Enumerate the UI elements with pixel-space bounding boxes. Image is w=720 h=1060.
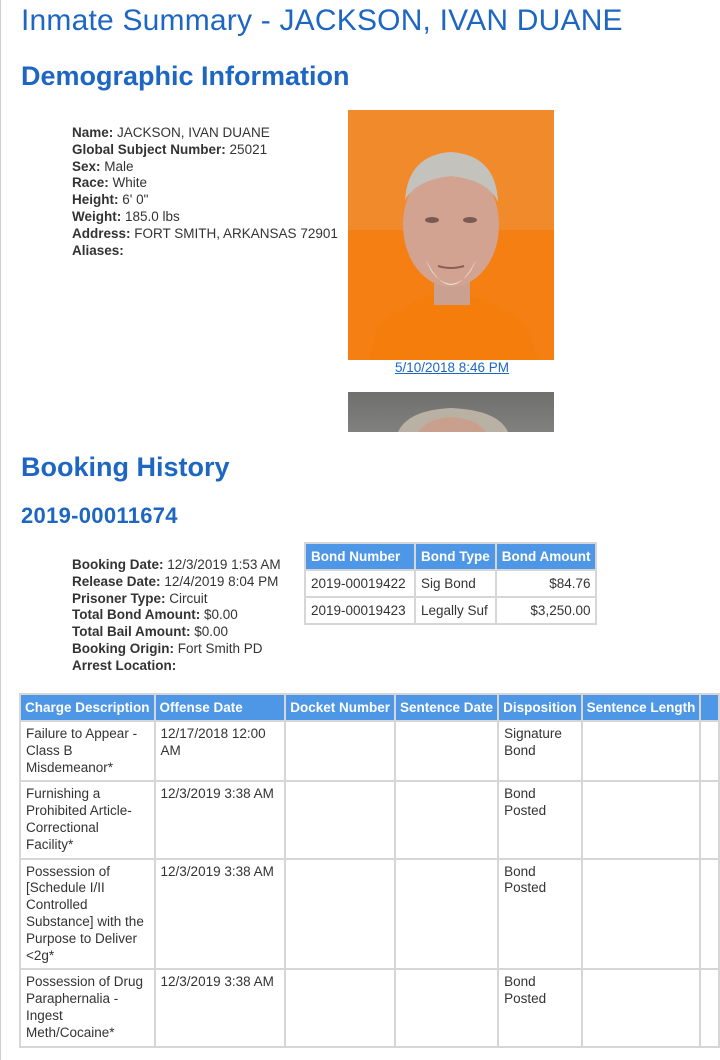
disposition-cell: Bond Posted [499, 970, 581, 1045]
bond-type-cell: Legally Suf [416, 598, 495, 623]
table-row [21, 722, 718, 780]
table-row [21, 860, 718, 969]
bond-type-cell: Sig Bond [416, 571, 495, 596]
demographics-info [72, 125, 338, 259]
docket-number-cell [286, 782, 394, 857]
field-booking-origin: Booking Origin: Fort Smith PD [72, 640, 263, 656]
bond-table [304, 542, 597, 625]
charge-description-cell: Possession of [Schedule I/II Controlled Substance] with the Purpose to Deliver <2g* [21, 860, 154, 969]
charges-table [19, 693, 720, 1048]
bond-type-header: Bond Type [416, 544, 495, 569]
bond-amount-header: Bond Amount [497, 544, 596, 569]
sentence-length-cell [583, 722, 700, 780]
field-name: Name: JACKSON, IVAN DUANE [72, 125, 270, 140]
sentence-length-cell [583, 860, 700, 969]
sentence-date-header: Sentence Date [396, 695, 497, 720]
charge-description-cell: Possession of Drug Paraphernalia - Ingest Meth/Cocaine* [21, 970, 154, 1045]
offense-date-cell: 12/3/2019 3:38 AM [156, 860, 285, 969]
disposition-cell: Bond Posted [499, 860, 581, 969]
mugshot-image [348, 110, 554, 360]
booking-info [72, 557, 281, 675]
sentence-length-cell [583, 970, 700, 1045]
disposition-cell: Signature Bond [499, 722, 581, 780]
disposition-cell: Bond Posted [499, 782, 581, 857]
field-sex: Sex: Male [72, 158, 134, 174]
field-release-date: Release Date: 12/4/2019 8:04 PM [72, 573, 279, 589]
field-height: Height: 6' 0" [72, 192, 149, 208]
extra-cell [701, 860, 718, 969]
field-address: Address: FORT SMITH, ARKANSAS 72901 [72, 225, 338, 241]
docket-number-cell [286, 860, 394, 969]
disposition-header: Disposition [499, 695, 581, 720]
sentence-date-cell [396, 722, 497, 780]
bond-amount-cell: $3,250.00 [497, 598, 596, 623]
charge-description-cell: Furnishing a Prohibited Article-Correctional Facility* [21, 782, 154, 857]
bond-number-cell: 2019-00019423 [306, 598, 414, 623]
table-row [306, 598, 595, 623]
field-prisoner-type: Prisoner Type: Circuit [72, 590, 208, 606]
bond-table-header [306, 544, 595, 569]
photo-date-link[interactable]: 5/10/2018 8:46 PM [394, 360, 510, 375]
offense-date-header: Offense Date [156, 695, 285, 720]
table-row [21, 970, 718, 1045]
extra-cell [701, 782, 718, 857]
mugshot-photo[interactable] [348, 110, 554, 360]
field-race: Race: White [72, 175, 148, 191]
field-aliases: Aliases: [72, 242, 124, 258]
sentence-length-cell [583, 782, 700, 857]
field-weight: Weight: 185.0 lbs [72, 208, 180, 224]
mugshot-image-2 [348, 392, 554, 432]
field-total-bail-amount: Total Bail Amount: $0.00 [72, 624, 229, 640]
field-arrest-location: Arrest Location: [72, 657, 177, 673]
bond-number-header: Bond Number [306, 544, 414, 569]
demographics-heading: Demographic Information [21, 61, 350, 91]
field-total-bond-amount: Total Bond Amount: $0.00 [72, 607, 238, 623]
charge-description-cell: Failure to Appear - Class B Misdemeanor* [21, 722, 154, 780]
table-row [21, 782, 718, 857]
bond-number-cell: 2019-00019422 [306, 571, 414, 596]
charge-description-header: Charge Description [21, 695, 154, 720]
docket-number-cell [286, 722, 394, 780]
offense-date-cell: 12/3/2019 3:38 AM [156, 782, 285, 857]
extra-header [701, 695, 718, 720]
field-global-subject-number: Global Subject Number: 25021 [72, 141, 268, 157]
mugshot-photo-2[interactable] [348, 392, 554, 432]
table-row [306, 571, 595, 596]
extra-cell [701, 722, 718, 780]
sentence-date-cell [396, 782, 497, 857]
extra-cell [701, 970, 718, 1045]
offense-date-cell: 12/3/2019 3:38 AM [156, 970, 285, 1045]
docket-number-cell [286, 970, 394, 1045]
field-booking-date: Booking Date: 12/3/2019 1:53 AM [72, 557, 281, 572]
offense-date-cell: 12/17/2018 12:00 AM [156, 722, 285, 780]
charges-table-header [21, 695, 718, 720]
booking-number: 2019-00011674 [21, 503, 178, 528]
docket-number-header: Docket Number [286, 695, 394, 720]
page-title: Inmate Summary - JACKSON, IVAN DUANE [21, 4, 623, 37]
sentence-date-cell [396, 860, 497, 969]
sentence-length-header: Sentence Length [583, 695, 700, 720]
sentence-date-cell [396, 970, 497, 1045]
bond-amount-cell: $84.76 [497, 571, 596, 596]
booking-history-heading: Booking History [21, 452, 230, 482]
